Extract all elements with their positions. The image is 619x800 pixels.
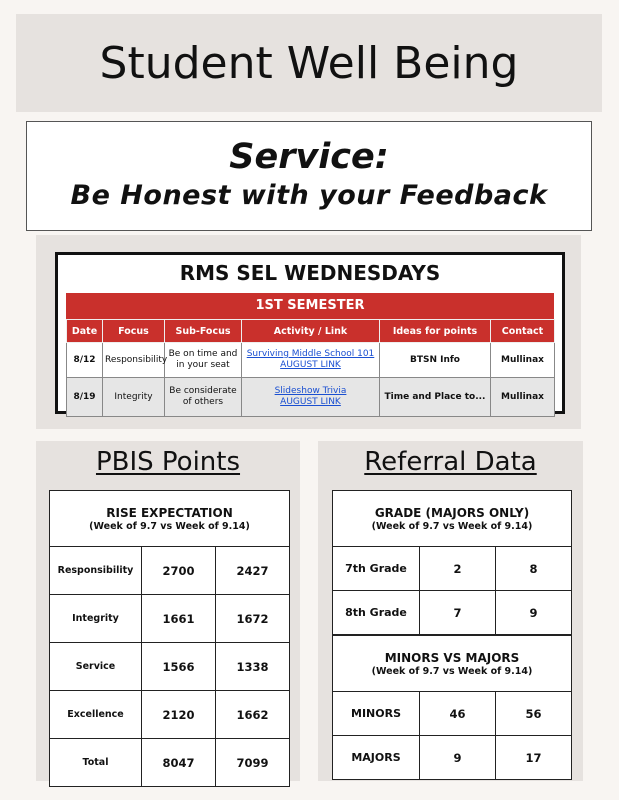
table-row bbox=[333, 547, 572, 591]
value-cell: 2 bbox=[420, 547, 496, 591]
value-cell: 1338 bbox=[216, 643, 290, 691]
subfocus-cell: Be on time and in your seat bbox=[165, 343, 242, 378]
grade-table bbox=[332, 490, 572, 635]
value-cell: 1566 bbox=[142, 643, 216, 691]
value-cell: 7099 bbox=[216, 739, 290, 787]
value-cell: 7 bbox=[420, 591, 496, 635]
value-cell: 1661 bbox=[142, 595, 216, 643]
row-label: Excellence bbox=[50, 691, 142, 739]
pbis-title: PBIS Points bbox=[95, 447, 241, 477]
referral-section bbox=[318, 441, 583, 781]
table-row bbox=[67, 378, 555, 417]
value-cell: 1662 bbox=[216, 691, 290, 739]
row-label: MINORS bbox=[333, 692, 420, 736]
value-cell: 46 bbox=[420, 692, 496, 736]
sel-semester-header: 1ST SEMESTER bbox=[66, 293, 554, 319]
table-row bbox=[333, 692, 572, 736]
month-link[interactable]: AUGUST LINK bbox=[280, 397, 341, 407]
value-cell: 2427 bbox=[216, 547, 290, 595]
value-cell: 8047 bbox=[142, 739, 216, 787]
table-title bbox=[333, 636, 572, 692]
table-row bbox=[50, 739, 290, 787]
value-cell: 17 bbox=[496, 736, 572, 780]
table-header-row bbox=[67, 320, 555, 343]
date-cell: 8/19 bbox=[67, 378, 103, 417]
table-title bbox=[333, 491, 572, 547]
row-label: 7th Grade bbox=[333, 547, 420, 591]
table-title bbox=[50, 491, 290, 547]
ideas-cell: BTSN Info bbox=[380, 343, 491, 378]
value-cell: 2700 bbox=[142, 547, 216, 595]
activity-cell bbox=[242, 343, 380, 378]
service-subheading: Be Honest with your Feedback bbox=[70, 180, 548, 211]
table-row bbox=[333, 591, 572, 635]
row-label: 8th Grade bbox=[333, 591, 420, 635]
activity-link[interactable]: Surviving Middle School 101 bbox=[246, 349, 375, 359]
pbis-table bbox=[49, 490, 290, 787]
activity-cell bbox=[242, 378, 380, 417]
pbis-section bbox=[36, 441, 300, 781]
subfocus-cell: Be considerate of others bbox=[165, 378, 242, 417]
table-title-text: GRADE (MAJORS ONLY) bbox=[374, 506, 530, 520]
column-header: Activity / Link bbox=[242, 320, 380, 343]
table-row bbox=[50, 595, 290, 643]
row-label: Integrity bbox=[50, 595, 142, 643]
table-row bbox=[67, 343, 555, 378]
column-header: Contact bbox=[491, 320, 555, 343]
contact-cell: Mullinax bbox=[491, 378, 555, 417]
activity-link[interactable]: Slideshow Trivia bbox=[274, 386, 347, 396]
table-title-text: RISE EXPECTATION bbox=[106, 506, 233, 520]
date-cell: 8/12 bbox=[67, 343, 103, 378]
column-header: Sub-Focus bbox=[165, 320, 242, 343]
service-heading: Service: bbox=[229, 137, 389, 177]
value-cell: 9 bbox=[420, 736, 496, 780]
table-subtitle: (Week of 9.7 vs Week of 9.14) bbox=[371, 521, 533, 532]
focus-cell: Responsibility bbox=[103, 343, 165, 378]
value-cell: 8 bbox=[496, 547, 572, 591]
table-subtitle: (Week of 9.7 vs Week of 9.14) bbox=[371, 666, 533, 677]
column-header: Ideas for points bbox=[380, 320, 491, 343]
referral-title: Referral Data bbox=[364, 447, 537, 477]
table-row bbox=[333, 736, 572, 780]
table-row bbox=[50, 691, 290, 739]
value-cell: 9 bbox=[496, 591, 572, 635]
service-box bbox=[26, 121, 592, 231]
month-link[interactable]: AUGUST LINK bbox=[280, 360, 341, 370]
focus-cell: Integrity bbox=[103, 378, 165, 417]
sel-table-card bbox=[55, 252, 565, 414]
table-title-text: MINORS VS MAJORS bbox=[384, 651, 520, 665]
row-label: Total bbox=[50, 739, 142, 787]
title-band bbox=[16, 14, 602, 112]
value-cell: 2120 bbox=[142, 691, 216, 739]
value-cell: 56 bbox=[496, 692, 572, 736]
table-title-row bbox=[333, 491, 572, 547]
sel-schedule-table bbox=[66, 319, 555, 417]
table-row bbox=[50, 547, 290, 595]
column-header: Focus bbox=[103, 320, 165, 343]
table-subtitle: (Week of 9.7 vs Week of 9.14) bbox=[89, 521, 250, 532]
minors-majors-table bbox=[332, 635, 572, 780]
contact-cell: Mullinax bbox=[491, 343, 555, 378]
row-label: Responsibility bbox=[50, 547, 142, 595]
row-label: MAJORS bbox=[333, 736, 420, 780]
table-title-row bbox=[50, 491, 290, 547]
ideas-cell: Time and Place to... bbox=[380, 378, 491, 417]
row-label: Service bbox=[50, 643, 142, 691]
table-title-row bbox=[333, 636, 572, 692]
value-cell: 1672 bbox=[216, 595, 290, 643]
page-title: Student Well Being bbox=[99, 37, 519, 89]
column-header: Date bbox=[67, 320, 103, 343]
sel-title: RMS SEL WEDNESDAYS bbox=[179, 261, 441, 285]
table-row bbox=[50, 643, 290, 691]
